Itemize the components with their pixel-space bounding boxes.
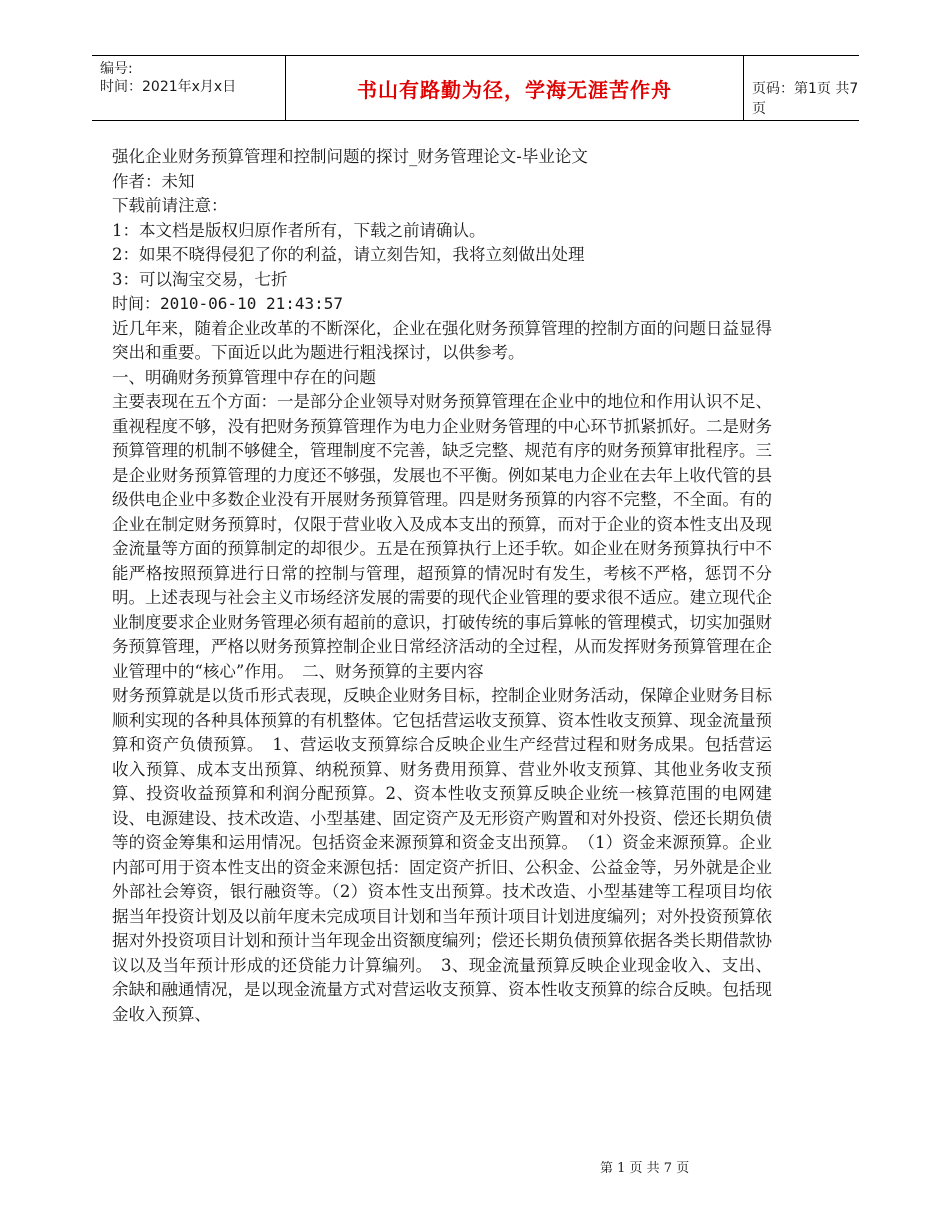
page-header bbox=[92, 55, 859, 121]
header-page-info: 页码：第1页 共7页 bbox=[752, 81, 859, 117]
notice-title: 下载前请注意： bbox=[112, 196, 228, 215]
document-timestamp: 时间：2010-06-10 21:43:57 bbox=[112, 294, 344, 313]
document-code-label: 编号: bbox=[100, 61, 133, 77]
problems-paragraph: 主要表现在五个方面：一是部分企业领导对财务预算管理在企业中的地位和作用认识不足、重视程度不够，没有把财务预算管理作为电力企业财务管理的中心环节抓紧抓好。二是财务预算管理的机制不够健全，管理制度不完善，缺乏完整、规范有序的财务预算审批程序。三是企业财务预算管理的力度还不够强，发展也不平衡。例如某电力企业在去年上收代管的县级供电企业中多数企业没有开展财务预算管理。四是财务预算的内容不完整，不全面。有的企业在制定财务预算时，仅限于营业收入及成本支出的预算，而对于企业的资本性支出及现金流量等方面的预算制定的却很少。五是在预算执行上还手软。如企业在财务预算执行中不能严格按照预算进行日常的控制与管理，超预算的情况时有发生，考核不严格，惩罚不分明。上述表现与社会主义市场经济发展的需要的现代企业管理的要求很不适应。建立现代企业制度要求企业财务管理必须有超前的意识，打破传统的事后算帐的管理模式，切实加强财务预算管理，严格以财务预算控制企业日常经济活动的全过程，从而发挥财务预算管理在企业管理中的“核心”作用。 二、财务预算的主要内容 bbox=[112, 392, 772, 681]
section-heading-1: 一、明确财务预算管理中存在的问题 bbox=[112, 367, 376, 387]
notice-item-1: 1：本文档是版权归原作者所有，下载之前请确认。 bbox=[112, 220, 486, 240]
header-meta bbox=[100, 60, 285, 96]
document-author: 作者：未知 bbox=[112, 171, 195, 191]
document-title: 强化企业财务预算管理和控制问题的探讨_财务管理论文-毕业论文 bbox=[112, 147, 588, 166]
intro-paragraph: 近几年来，随着企业改革的不断深化，企业在强化财务预算管理的控制方面的问题日益显得突出和重要。下面近以此为题进行粗浅探讨，以供参考。 bbox=[112, 318, 772, 362]
notice-item-3: 3：可以淘宝交易，七折 bbox=[112, 269, 288, 289]
document-time-label: 时间：2021年x月x日 bbox=[100, 79, 237, 95]
document-body bbox=[112, 145, 772, 1027]
budget-content-paragraph: 财务预算就是以货币形式表现，反映企业财务目标，控制企业财务活动，保障企业财务目标顺利实现的各种具体预算的有机整体。它包括营运收支预算、资本性收支预算、现金流量预算和资产负债预算。 1、营运收支预算综合反映企业生产经营过程和财务成果。包括营运收入预算、成本支出预算、纳税预算、财务费用预算、营业外收支预算、其他业务收支预算、投资收益预算和利润分配预算。2、资本性收支预算反映企业统一核算范围的电网建设、电源建设、技术改造、小型基建、固定资产及无形资产购置和对外投资、偿还长期负债等的资金筹集和运用情况。包括资金来源预算和资金支出预算。 （1）资金来源预算。企业内部可用于资本性支出的资金来源包括：固定资产折旧、公积金、公益金等，另外就是企业外部社会筹资，银行融资等。（2）资本性支出预算。技术改造、小型基建等工程项目均依据当年投资计划及以前年度未完成项目计划和当年预计项目计划进度编列；对外投资预算依据对外投资项目计划和预计当年现金出资额度编列；偿还长期负债预算依据各类长期借款协议以及当年预计形成的还贷能力计算编列。 3、现金流量预算反映企业现金收入、支出、余缺和融通情况，是以现金流量方式对营运收支预算、资本性收支预算的综合反映。包括现金收入预算、 bbox=[112, 686, 772, 1024]
header-motto: 书山有路勤为径，学海无涯苦作舟 bbox=[285, 56, 744, 120]
notice-item-2: 2：如果不晓得侵犯了你的利益，请立刻告知，我将立刻做出处理 bbox=[112, 245, 585, 264]
page-footer-number: 第 1 页 共 7 页 bbox=[600, 1161, 690, 1176]
